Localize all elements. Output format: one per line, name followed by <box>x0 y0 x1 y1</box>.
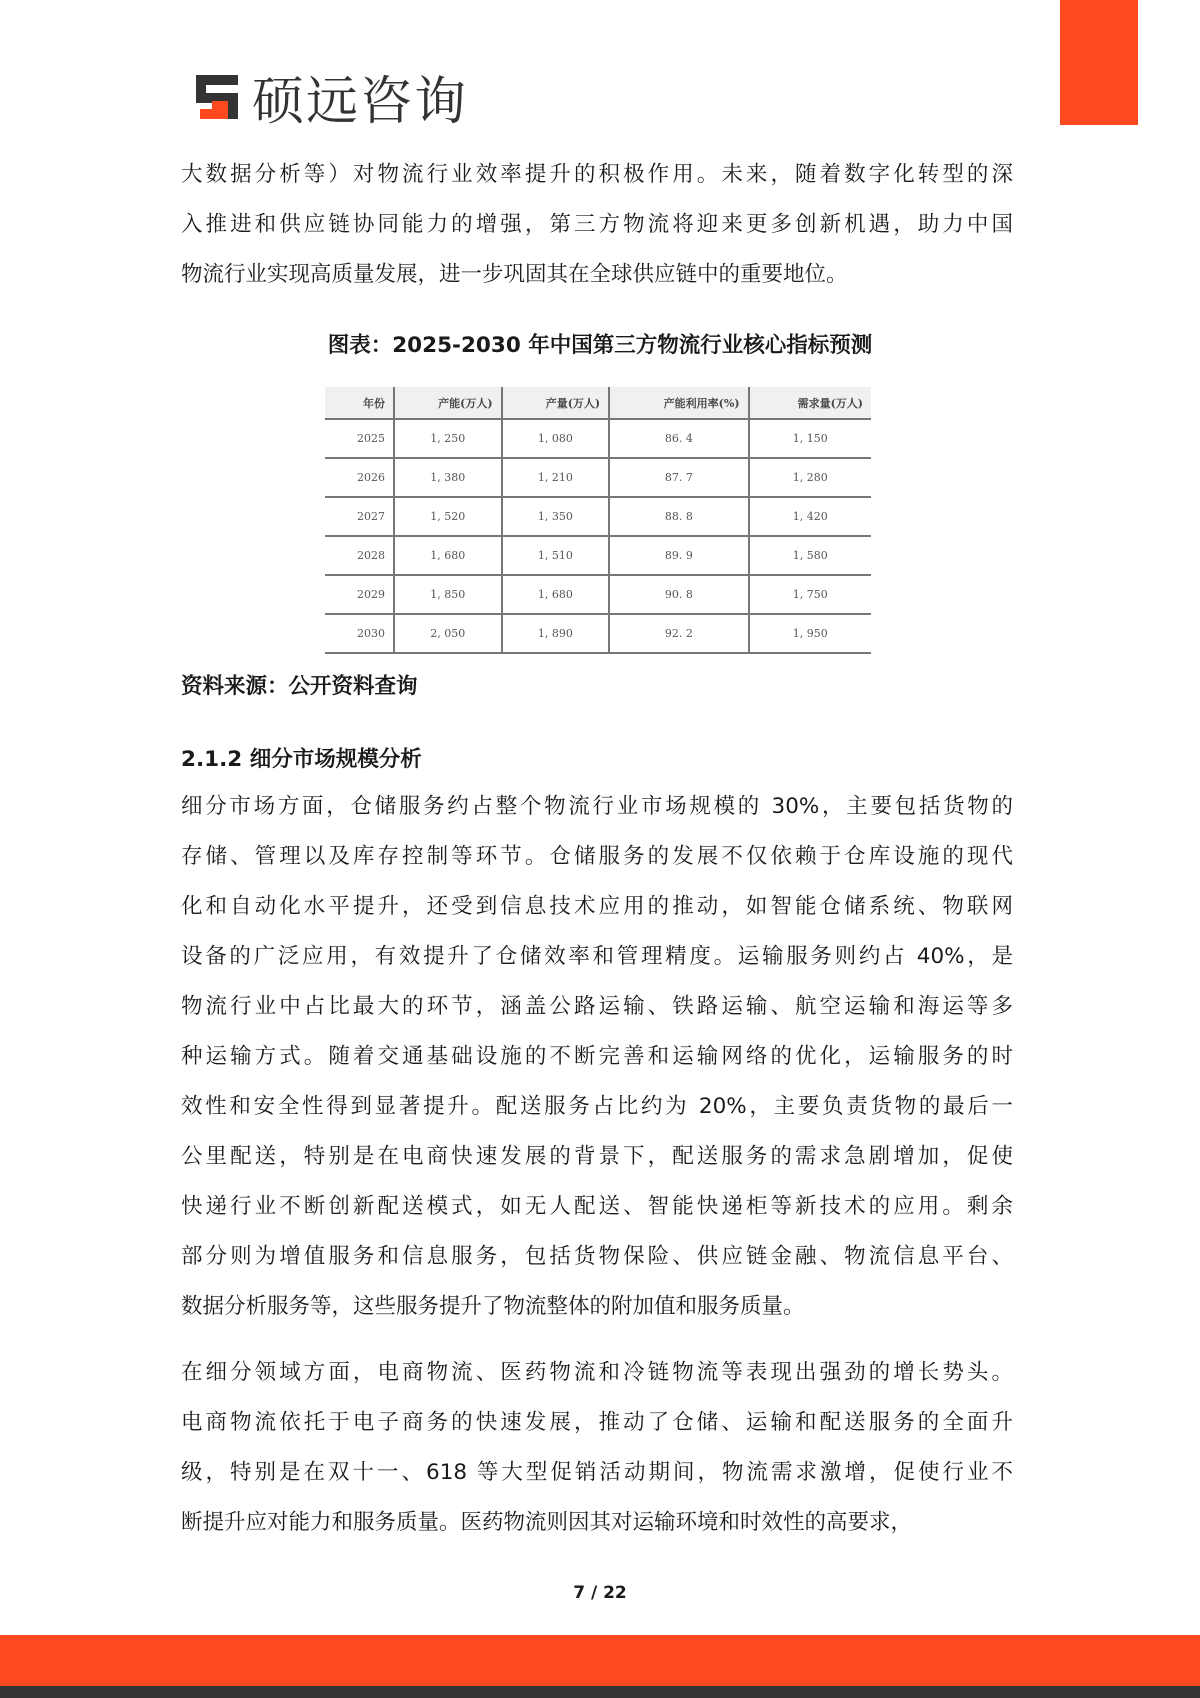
table-row <box>325 614 871 653</box>
table-cell: 1, 580 <box>749 536 871 575</box>
column-header: 需求量(万人) <box>749 387 871 419</box>
paragraph-line: 入推进和供应链协同能力的增强，第三方物流将迎来更多创新机遇，助力中国 <box>181 212 1013 237</box>
table-cell: 1, 350 <box>502 497 610 536</box>
paragraph-line: 细分市场方面，仓储服务约占整个物流行业市场规模的 30%，主要包括货物的 <box>181 794 1013 819</box>
logo-mark-icon <box>194 71 244 121</box>
table-cell: 1, 850 <box>394 575 502 614</box>
table-row <box>325 419 871 458</box>
table-cell: 1, 280 <box>749 458 871 497</box>
table-cell: 2025 <box>325 419 394 458</box>
table-cell: 89. 9 <box>609 536 748 575</box>
paragraph-line: 快递行业不断创新配送模式，如无人配送、智能快递柜等新技术的应用。剩余 <box>181 1194 1013 1219</box>
page-number: 7 / 22 <box>573 1583 627 1603</box>
paragraph-line: 设备的广泛应用，有效提升了仓储效率和管理精度。运输服务则约占 40%，是 <box>181 944 1013 969</box>
table-cell: 86. 4 <box>609 419 748 458</box>
table-row <box>325 458 871 497</box>
figure-source: 资料来源：公开资料查询 <box>181 674 418 699</box>
corner-accent-bar <box>1060 0 1138 125</box>
table-row <box>325 575 871 614</box>
table-cell: 1, 510 <box>502 536 610 575</box>
footer-dark-strip <box>0 1686 1200 1698</box>
paragraph-line: 数据分析服务等，这些服务提升了物流整体的附加值和服务质量。 <box>181 1294 805 1319</box>
table-cell: 2030 <box>325 614 394 653</box>
table-cell: 1, 520 <box>394 497 502 536</box>
table-cell: 2029 <box>325 575 394 614</box>
table-cell: 88. 8 <box>609 497 748 536</box>
paragraph-line: 存储、管理以及库存控制等环节。仓储服务的发展不仅依赖于仓库设施的现代 <box>181 844 1013 869</box>
figure-caption: 图表：2025-2030 年中国第三方物流行业核心指标预测 <box>327 333 873 358</box>
paragraph-line: 种运输方式。随着交通基础设施的不断完善和运输网络的优化，运输服务的时 <box>181 1044 1013 1069</box>
paragraph-line: 物流行业中占比最大的环节，涵盖公路运输、铁路运输、航空运输和海运等多 <box>181 994 1013 1019</box>
company-logo <box>194 66 469 132</box>
paragraph-line: 效性和安全性得到显著提升。配送服务占比约为 20%，主要负责货物的最后一 <box>181 1094 1013 1119</box>
table-cell: 1, 150 <box>749 419 871 458</box>
paragraph-line: 断提升应对能力和服务质量。医药物流则因其对运输环境和时效性的高要求， <box>181 1510 913 1535</box>
table-row <box>325 536 871 575</box>
forecast-table <box>325 387 871 654</box>
paragraph-line: 大数据分析等）对物流行业效率提升的积极作用。未来，随着数字化转型的深 <box>181 162 1013 187</box>
column-header: 产量(万人) <box>502 387 610 419</box>
table-cell: 1, 080 <box>502 419 610 458</box>
table-cell: 1, 950 <box>749 614 871 653</box>
table-header-row <box>325 387 871 419</box>
paragraph-line: 公里配送，特别是在电商快速发展的背景下，配送服务的需求急剧增加，促使 <box>181 1144 1013 1169</box>
table-cell: 2028 <box>325 536 394 575</box>
table-cell: 1, 750 <box>749 575 871 614</box>
table-row <box>325 497 871 536</box>
paragraph-line: 级，特别是在双十一、618 等大型促销活动期间，物流需求激增，促使行业不 <box>181 1460 1013 1485</box>
column-header: 年份 <box>325 387 394 419</box>
table-cell: 2027 <box>325 497 394 536</box>
table-cell: 1, 890 <box>502 614 610 653</box>
table-cell: 2026 <box>325 458 394 497</box>
table-cell: 2, 050 <box>394 614 502 653</box>
table-cell: 1, 210 <box>502 458 610 497</box>
paragraph-line: 部分则为增值服务和信息服务，包括货物保险、供应链金融、物流信息平台、 <box>181 1244 1013 1269</box>
table-cell: 1, 420 <box>749 497 871 536</box>
paragraph-line: 物流行业实现高质量发展，进一步巩固其在全球供应链中的重要地位。 <box>181 262 848 287</box>
table-cell: 90. 8 <box>609 575 748 614</box>
paragraph-line: 化和自动化水平提升，还受到信息技术应用的推动，如智能仓储系统、物联网 <box>181 894 1013 919</box>
table-cell: 87. 7 <box>609 458 748 497</box>
column-header: 产能(万人) <box>394 387 502 419</box>
footer-band <box>0 1635 1200 1686</box>
section-heading: 2.1.2 细分市场规模分析 <box>181 747 422 772</box>
paragraph-line: 电商物流依托于电子商务的快速发展，推动了仓储、运输和配送服务的全面升 <box>181 1410 1013 1435</box>
paragraph-line: 在细分领域方面，电商物流、医药物流和冷链物流等表现出强劲的增长势头。 <box>181 1360 1013 1385</box>
table-cell: 1, 250 <box>394 419 502 458</box>
table-cell: 1, 680 <box>502 575 610 614</box>
table-cell: 1, 680 <box>394 536 502 575</box>
column-header: 产能利用率(%) <box>609 387 748 419</box>
table-cell: 1, 380 <box>394 458 502 497</box>
table-cell: 92. 2 <box>609 614 748 653</box>
logo-text: 硕远咨询 <box>252 71 469 132</box>
